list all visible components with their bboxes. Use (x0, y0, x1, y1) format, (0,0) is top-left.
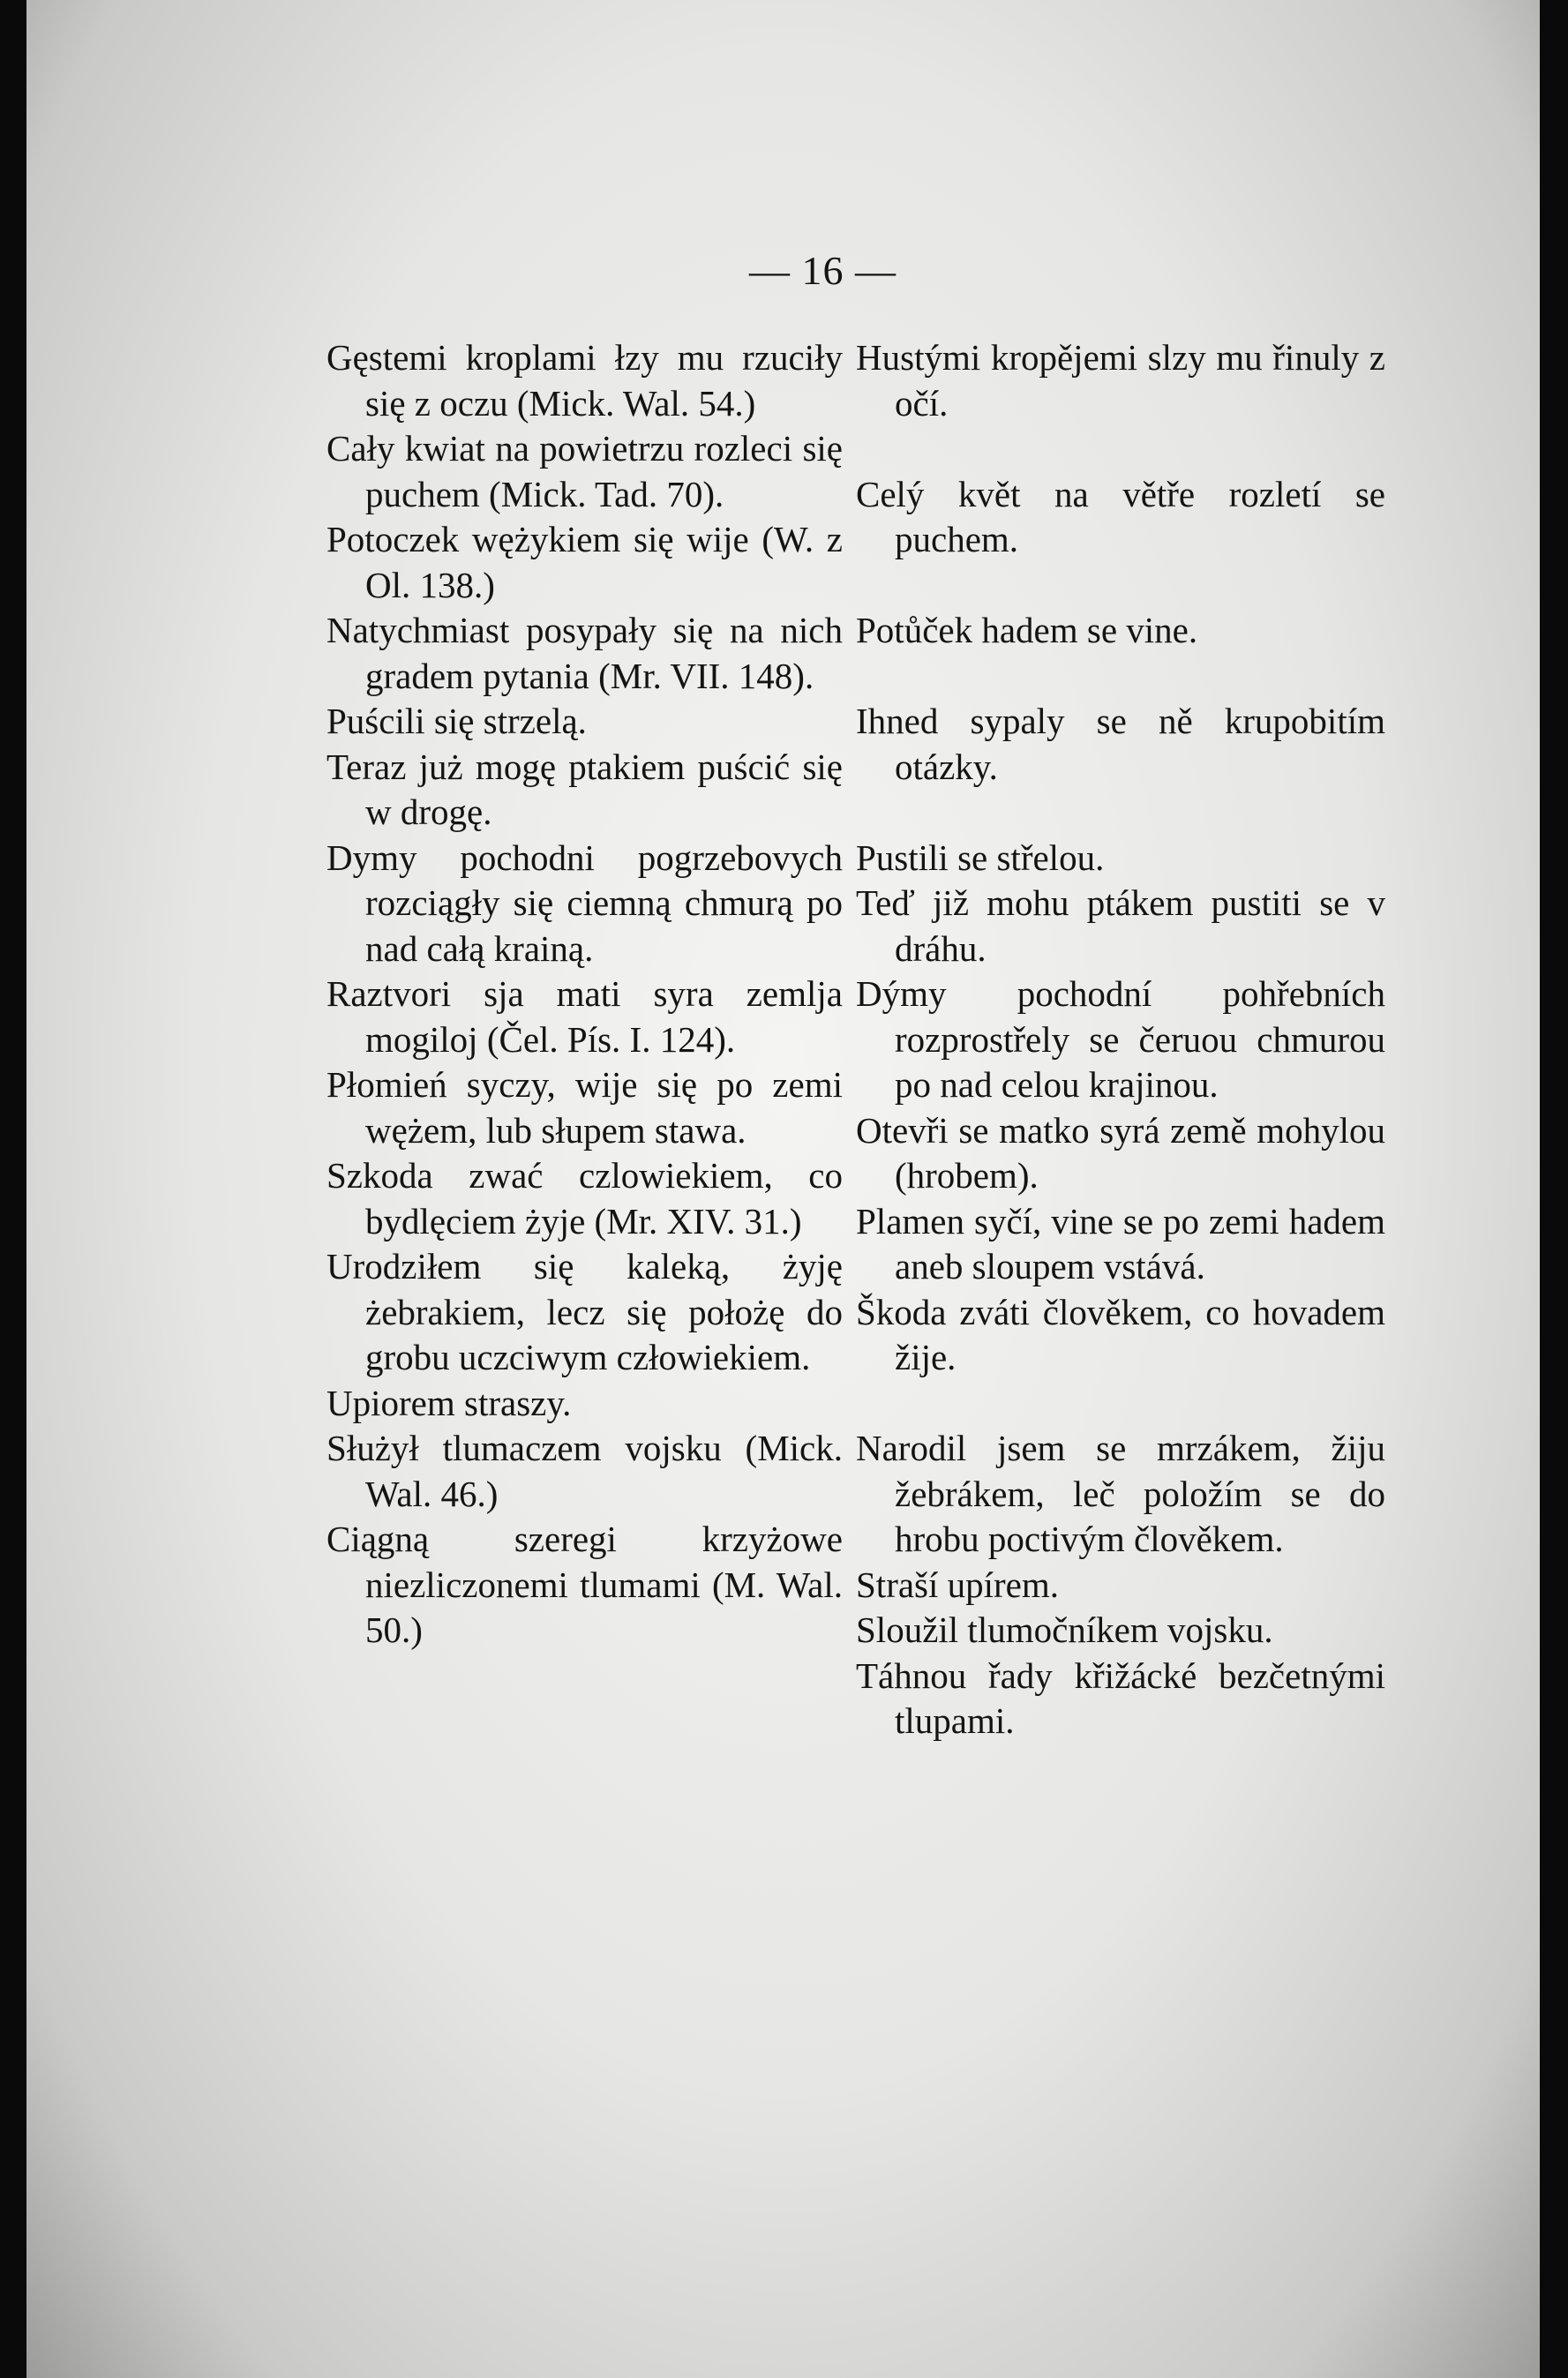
czech-entry: Pustili se střelou. (856, 836, 1105, 878)
spacer (856, 654, 1385, 700)
czech-entry: Straší upírem. (856, 1564, 1060, 1605)
polish-entry: Płomień syczy, wije się po zemi wężem, lub słupem stawa. (326, 1064, 843, 1151)
page-number: — 16 — (749, 248, 897, 293)
czech-entry: Dýmy pochodní pohřebních rozprostřely se čeruou chmurou po nad celou krajinou. (856, 973, 1385, 1105)
czech-entry: Ihned sypaly se ně krupobitím otázky. (856, 701, 1385, 787)
polish-entry: Szkoda zwać czlowiekiem, co bydlęciem żyje (Mr. XIV. 31.) (326, 1155, 843, 1242)
polish-entry: Raztvori sja mati syra zemlja mogiloj (Čel. Pís. I. 124). (326, 973, 843, 1060)
polish-entry: Natychmiast posypały się na nich gradem pytania (Mr. VII. 148). (326, 610, 843, 696)
spacer (856, 563, 1385, 609)
polish-column (326, 335, 843, 1654)
polish-entry: Puścili się strzelą. (326, 701, 587, 741)
polish-entry: Dymy pochodni pogrzebovych rozciągły się ciemną chmurą po nad całą krainą. (326, 836, 843, 969)
polish-entry: Cały kwiat na powietrzu rozleci się puchem (Mick. Tad. 70). (326, 428, 843, 514)
polish-entry: Gęstemi kroplami łzy mu rzuciły się z oczu (Mick. Wal. 54.) (326, 337, 843, 424)
spacer (856, 426, 1385, 472)
czech-entry: Táhnou řady křižácké bezčetnými tlupami. (856, 1654, 1385, 1741)
polish-entry: Służył tlumaczem vojsku (Mick. Wal. 46.) (326, 1428, 843, 1514)
czech-column (856, 335, 1385, 1744)
czech-entry: Potůček hadem se vine. (856, 610, 1198, 650)
spacer (856, 1381, 1385, 1427)
czech-entry: Hustými kropějemi slzy mu řinuly z očí. (856, 337, 1385, 424)
czech-entry: Sloužil tlumočníkem vojsku. (856, 1609, 1273, 1650)
czech-entry: Narodil jsem se mrzákem, žiju žebrákem, leč položím se do hrobu poctivým člověkem. (856, 1428, 1385, 1559)
czech-entry: Teď již mohu ptákem pustiti se v dráhu. (856, 882, 1385, 969)
book-page (26, 0, 1540, 2378)
czech-entry: Celý květ na větře rozletí se puchem. (856, 473, 1385, 559)
polish-entry: Ciągną szeregi krzyżowe niezliczonemi tlumami (M. Wal. 50.) (326, 1519, 843, 1650)
polish-entry: Upiorem straszy. (326, 1382, 572, 1423)
czech-entry: Škoda zváti člověkem, co hovadem žije. (856, 1291, 1385, 1377)
polish-entry: Urodziłem się kaleką, żyję żebrakiem, lecz się położę do grobu uczciwym człowiekiem. (326, 1246, 843, 1377)
czech-entry: Otevři se matko syrá země mohylou (hrobem). (856, 1109, 1385, 1196)
spacer (856, 790, 1385, 836)
polish-entry: Potoczek wężykiem się wije (W. z Ol. 138.) (326, 519, 843, 605)
polish-entry: Teraz już mogę ptakiem puścić się w drogę. (326, 746, 843, 832)
czech-entry: Plamen syčí, vine se po zemi hadem aneb sloupem vstává. (856, 1200, 1385, 1287)
